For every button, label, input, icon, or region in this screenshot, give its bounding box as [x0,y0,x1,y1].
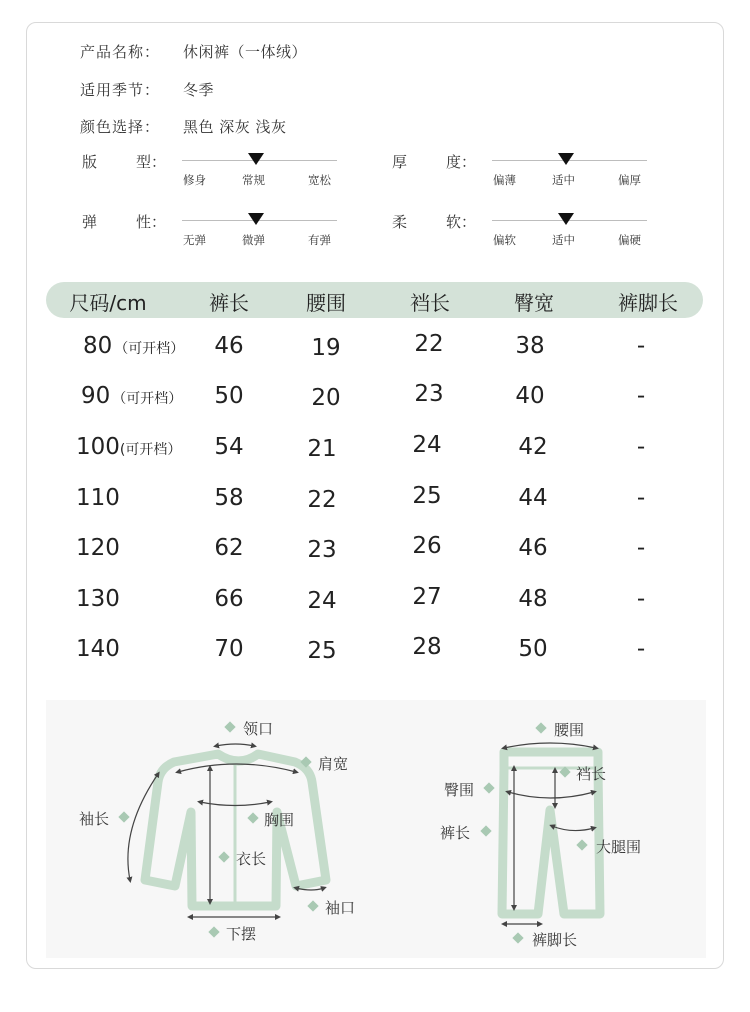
cell-rise: 24 [412,432,442,458]
info-key: 颜色选择： [80,118,161,136]
cell-rise: 25 [412,483,442,509]
scale-option: 常规 [242,173,265,187]
label-leg-opening: 裤脚长 [532,931,578,949]
label-jacket-length: 衣长 [236,850,267,868]
cell-pants-length: 62 [214,535,244,561]
cell-pants-length: 66 [214,586,244,612]
cell-hip: 38 [515,333,545,359]
size-note: （可开档） [114,341,185,357]
scale-label: 度： [446,153,477,171]
label-thigh: 大腿围 [596,838,642,856]
cell-waist: 22 [307,487,337,513]
jacket-arrows [128,744,324,917]
size-value: 140 [76,636,120,662]
header-rise: 裆长 [410,291,450,315]
cell-pants-length: 46 [214,333,244,359]
label-chest: 胸围 [264,811,295,829]
cell-waist: 24 [307,588,337,614]
label-waist: 腰围 [554,721,585,739]
label-sleeve: 袖长 [79,810,110,828]
scale-label: 弹 [82,213,98,231]
scale-label: 软： [446,213,477,231]
cell-waist: 23 [307,537,337,563]
cell-hip: 48 [518,586,548,612]
cell-waist: 19 [311,335,341,361]
cell-waist: 20 [311,385,341,411]
cell-rise: 28 [412,634,442,660]
scale-option: 偏软 [493,233,516,247]
header-size: 尺码/cm [69,291,147,315]
scale-option: 微弹 [242,233,265,247]
info-key: 适用季节： [80,81,161,99]
header-pants-length: 裤长 [209,291,249,315]
cell-hip: 42 [518,434,548,460]
scale-label: 性： [136,213,167,231]
size-value: 110 [76,485,120,511]
scale-label: 版 [82,153,98,171]
scale-label: 厚 [392,153,408,171]
header-hip: 臀宽 [514,291,554,315]
header-leg-opening: 裤脚长 [618,291,678,315]
size-note: （可开档） [112,391,183,407]
scale-option: 无弹 [183,233,206,247]
cell-leg-opening: - [636,485,646,511]
cell-pants-length: 50 [214,383,244,409]
cell-hip: 46 [518,535,548,561]
label-pants-length: 裤长 [440,824,471,842]
cell-pants-length: 70 [214,636,244,662]
cell-pants-length: 58 [214,485,244,511]
info-value: 黑色 深灰 浅灰 [183,118,287,136]
scale-option: 偏厚 [618,173,641,187]
label-cuff: 袖口 [325,899,356,917]
label-hem: 下摆 [226,925,257,943]
header-waist: 腰围 [306,291,346,315]
scale-label: 柔 [392,213,408,231]
size-value: 130 [76,586,120,612]
cell-rise: 23 [414,381,444,407]
cell-waist: 25 [307,638,337,664]
info-key: 产品名称： [80,43,161,61]
info-value: 冬季 [183,81,215,99]
cell-hip: 40 [515,383,545,409]
cell-rise: 27 [412,584,442,610]
scale-label: 型： [136,153,167,171]
cell-pants-length: 54 [214,434,244,460]
scale-option: 偏硬 [618,233,641,247]
cell-hip: 50 [518,636,548,662]
cell-rise: 22 [414,331,444,357]
scale-option: 偏薄 [493,173,516,187]
size-value: 100 [76,434,120,460]
cell-leg-opening: - [636,333,646,359]
cell-leg-opening: - [636,586,646,612]
size-value: 120 [76,535,120,561]
cell-waist: 21 [307,436,337,462]
scale-option: 适中 [552,173,575,187]
label-hip: 臀围 [444,781,475,799]
size-value: 90 [81,383,111,409]
label-shoulder: 肩宽 [318,755,349,773]
label-collar: 领口 [243,720,274,738]
size-value: 80 [83,333,113,359]
cell-leg-opening: - [636,383,646,409]
cell-rise: 26 [412,533,442,559]
scale-option: 适中 [552,233,575,247]
scale-option: 宽松 [308,173,331,187]
cell-leg-opening: - [636,535,646,561]
info-value: 休闲裤（一体绒） [183,43,308,61]
scale-option: 有弹 [308,233,331,247]
size-note: (可开档） [119,442,182,458]
label-rise: 裆长 [576,765,607,783]
cell-leg-opening: - [636,636,646,662]
cell-hip: 44 [518,485,548,511]
cell-leg-opening: - [636,434,646,460]
scale-option: 修身 [183,173,206,187]
